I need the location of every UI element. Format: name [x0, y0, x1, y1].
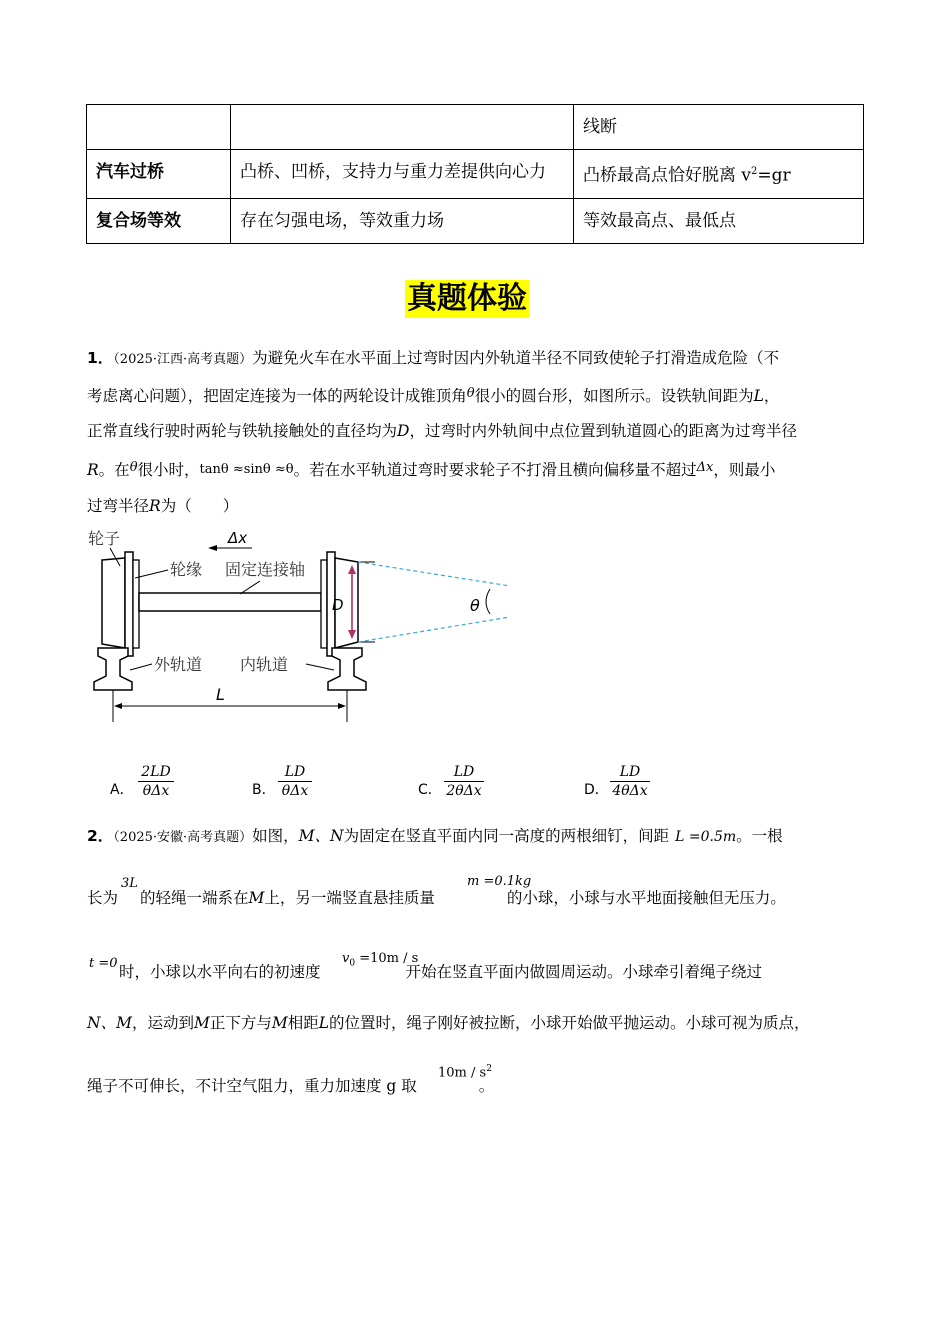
table-cell: [87, 105, 231, 150]
cone-line: [358, 617, 510, 642]
delta-x: Δx: [696, 460, 714, 475]
numerator: LD: [610, 764, 650, 782]
q2-text: 正下方与: [209, 1014, 272, 1032]
q1-text: 为（ ）: [160, 497, 239, 515]
q2-text: 上，另一端竖直悬挂质量: [264, 889, 435, 907]
q2-line-4: [87, 1011, 810, 1035]
q2-line-1: [87, 824, 783, 850]
cell-text: =gr: [757, 165, 791, 186]
summary-table: [86, 104, 864, 244]
left-hub: [133, 560, 139, 648]
section-title: 真题体验: [407, 281, 527, 316]
q1-line-4: [87, 456, 775, 482]
table-row: [87, 150, 864, 199]
q1-text: 为避免火车在水平面上过弯时因内外轨道半径不同致使轮子打滑造成危险（不: [252, 349, 780, 367]
table-cell: 凸桥、凹桥，支持力与重力差提供向心力: [231, 150, 574, 199]
left-flange: [125, 552, 133, 656]
l-arrowhead: [338, 703, 346, 709]
l-label: L: [216, 685, 225, 704]
q2-text: 如图，: [252, 827, 299, 845]
q1-line-5: [87, 494, 238, 518]
table-cell: 汽车过桥: [87, 150, 231, 199]
table-cell: 复合场等效: [87, 198, 231, 243]
t-zero: t =0: [89, 956, 118, 971]
leader-line: [240, 581, 260, 594]
var-R: R: [87, 461, 99, 479]
option-c-label: C．: [418, 782, 442, 798]
v-symbol: v: [342, 951, 350, 966]
question-source: （2025·江西·高考真题）: [113, 352, 253, 367]
q1-line-2: [87, 382, 779, 408]
cell-text: 凸桥最高点恰好脱离 v: [583, 165, 752, 186]
var-D: D: [397, 422, 410, 440]
table-cell: [574, 150, 864, 199]
option-d-fraction: [610, 764, 650, 799]
q2-line-3: [87, 960, 762, 984]
q2-text: 时，小球以水平向右的初速度: [119, 963, 321, 981]
option-b-label: B．: [252, 782, 276, 798]
q1-text: 。若在水平轨道过弯时要求轮子不打滑且横向偏移量不超过: [293, 461, 697, 479]
flange-label: 轮缘: [170, 560, 203, 579]
option-c-fraction: [444, 764, 484, 799]
g-number: 10m / s: [438, 1065, 487, 1081]
numerator: LD: [278, 764, 312, 782]
inner-rail-label: 内轨道: [240, 655, 289, 674]
q2-text: 相距: [287, 1014, 319, 1032]
table-cell: 等效最高点、最低点: [574, 198, 864, 243]
table-cell: [231, 105, 574, 150]
outer-rail: [94, 648, 132, 690]
q1-line-1: [87, 346, 779, 372]
subscript: 0: [349, 958, 356, 969]
q1-text: 正常直线行驶时两轮与铁轨接触处的直径均为: [87, 422, 398, 440]
dx-label: Δx: [228, 529, 248, 547]
q2-line-2: [87, 886, 786, 910]
right-hub: [321, 560, 327, 648]
q1-text: 考虑离心问题），把固定连接为一体的两轮设计成锥顶角: [87, 387, 467, 405]
option-a-fraction: [138, 764, 174, 799]
mass-formula: m =0.1kg: [467, 874, 532, 889]
q1-text: 。在: [98, 461, 130, 479]
v0-value: =10m / s: [355, 951, 419, 966]
var-L: L: [318, 1014, 330, 1032]
theta-arc: [486, 589, 490, 614]
cone-line: [358, 562, 510, 586]
superscript: 2: [751, 166, 758, 177]
q1-line-3: [87, 419, 797, 443]
option-a-label: A．: [110, 782, 134, 798]
var-M: M: [248, 889, 265, 907]
option-d-label: D．: [584, 782, 609, 798]
outer-rail-label: 外轨道: [154, 655, 203, 674]
q2-text: 开始在竖直平面内做圆周运动。小球牵引着绳子绕过: [405, 963, 763, 981]
q2-text: 为固定在竖直平面内同一高度的两根细钉，间距: [343, 827, 670, 845]
q2-text: ，运动到: [131, 1014, 194, 1032]
denominator: 2θΔx: [446, 783, 482, 799]
eq-L: L =0.5m: [675, 829, 737, 845]
d-label: D: [332, 596, 344, 614]
question-source: （2025·安徽·高考真题）: [113, 830, 253, 845]
q1-text: ，: [763, 387, 780, 405]
q2-text: 的小球，小球与水平地面接触但无压力。: [506, 889, 786, 907]
theta-label: θ: [470, 596, 480, 615]
theta-symbol: θ: [466, 386, 475, 401]
approx-formula: tanθ ≈sinθ ≈θ: [199, 462, 294, 477]
table-row: [87, 105, 864, 150]
numerator: 2LD: [138, 764, 174, 782]
var-NM: N、M: [87, 1014, 132, 1032]
q2-text: 绳子不可伸长，不计空气阻力，重力加速度 g 取: [87, 1077, 417, 1095]
var-MN: M、N: [298, 827, 344, 845]
axle: [139, 593, 321, 611]
table-row: [87, 198, 864, 243]
leader-line: [306, 664, 334, 670]
leader-line: [130, 664, 152, 670]
q2-text: 的轻绳一端系在: [140, 889, 249, 907]
question-number: 2．: [87, 827, 114, 845]
q1-text: 很小时，: [137, 461, 200, 479]
q2-line-5: [87, 1074, 494, 1098]
var-M: M: [193, 1014, 210, 1032]
denominator: θΔx: [142, 783, 170, 799]
wheelset-figure: [80, 520, 530, 730]
q2-text: 。一根: [736, 827, 783, 845]
q1-text: 很小的圆台形，如图所示。设铁轨间距为: [474, 387, 754, 405]
q2-text: 的位置时，绳子刚好被拉断，小球开始做平抛运动。小球可视为质点，: [329, 1014, 810, 1032]
wheel-label: 轮子: [88, 529, 121, 548]
theta-symbol: θ: [129, 460, 138, 475]
table-cell: 存在匀强电场，等效重力场: [231, 198, 574, 243]
q2-text: 长为: [87, 889, 119, 907]
q1-text: ，过弯时内外轨间中点位置到轨道圆心的距离为过弯半径: [409, 422, 797, 440]
var-R: R: [149, 497, 161, 515]
var-L: L: [753, 387, 764, 405]
option-b-fraction: [278, 764, 312, 799]
dx-arrowhead: [208, 545, 217, 551]
l-arrowhead: [114, 703, 122, 709]
q1-text: 过弯半径: [87, 497, 150, 515]
superscript: 2: [486, 1064, 492, 1074]
denominator: 4θΔx: [612, 783, 648, 799]
question-number: 1．: [87, 349, 114, 367]
q1-text: ，则最小: [713, 461, 776, 479]
table-cell: 线断: [574, 105, 864, 150]
inner-rail: [328, 648, 366, 690]
leader-line: [135, 570, 168, 578]
q2-text: 。: [478, 1077, 495, 1095]
denominator: θΔx: [281, 783, 309, 799]
var-M: M: [271, 1014, 288, 1032]
numerator: LD: [444, 764, 484, 782]
axle-label: 固定连接轴: [225, 560, 306, 579]
var-3L: 3L: [121, 876, 138, 891]
left-wheel: [102, 558, 125, 648]
